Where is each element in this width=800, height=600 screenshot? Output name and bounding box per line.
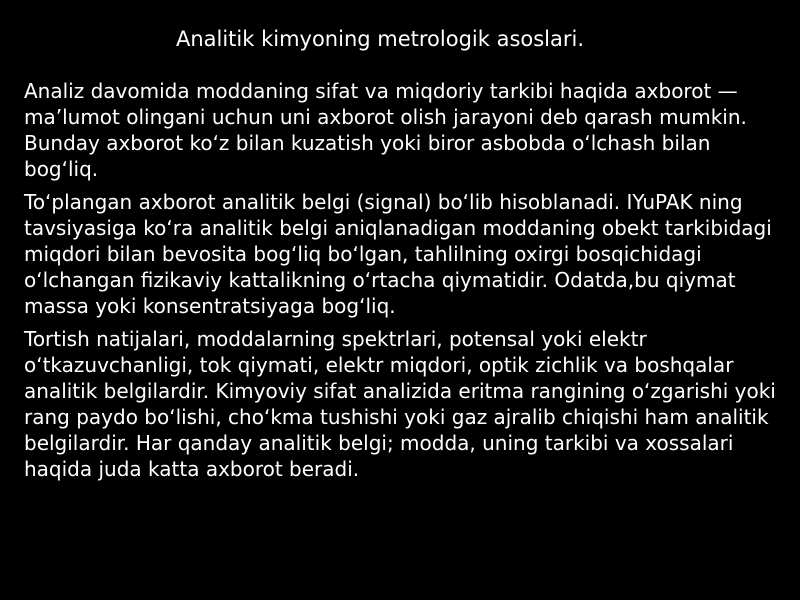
paragraph-2: Toʻplangan axborot analitik belgi (signal) boʻlib hisoblanadi. IYuPAK ning tavsiyasiga koʻra analitik belgi aniqlanadigan moddaning obekt tarkibidagi miqdori bilan bevosita bogʻliq boʻlgan, tahlilning oxirgi bosqichidagi oʻlchangan fizikaviy kattalikning oʻrtacha qiymatidir. Odatda,bu qiymat massa yoki konsentratsiyaga bogʻliq. <box>24 190 772 318</box>
slide-body <box>24 78 776 489</box>
paragraph-1: Analiz davomida moddaning sifat va miqdoriy tarkibi haqida axborot — ma’lumot olingani uchun uni axborot olish jarayoni deb qarash mumkin. Bunday axborot koʻz bilan kuzatish yoki biror asbobda oʻlchash bilan bogʻliq. <box>24 79 747 181</box>
paragraph-3: Tortish natijalari, moddalarning spektrlari, potensal yoki elektr oʻtkazuvchanligi, tok qiymati, elektr miqdori, optik zichlik va boshqalar analitik belgilardir. Kimyoviy sifat analizida eritma rangining oʻzgarishi yoki rang paydo boʻlishi, choʻkma tushishi yoki gaz ajralib chiqishi ham analitik belgilardir. Har qanday analitik belgi; modda, uning tarkibi va xossalari haqida juda katta axborot beradi. <box>24 327 776 481</box>
slide-title: Analitik kimyoning metrologik asoslari. <box>175 27 585 51</box>
